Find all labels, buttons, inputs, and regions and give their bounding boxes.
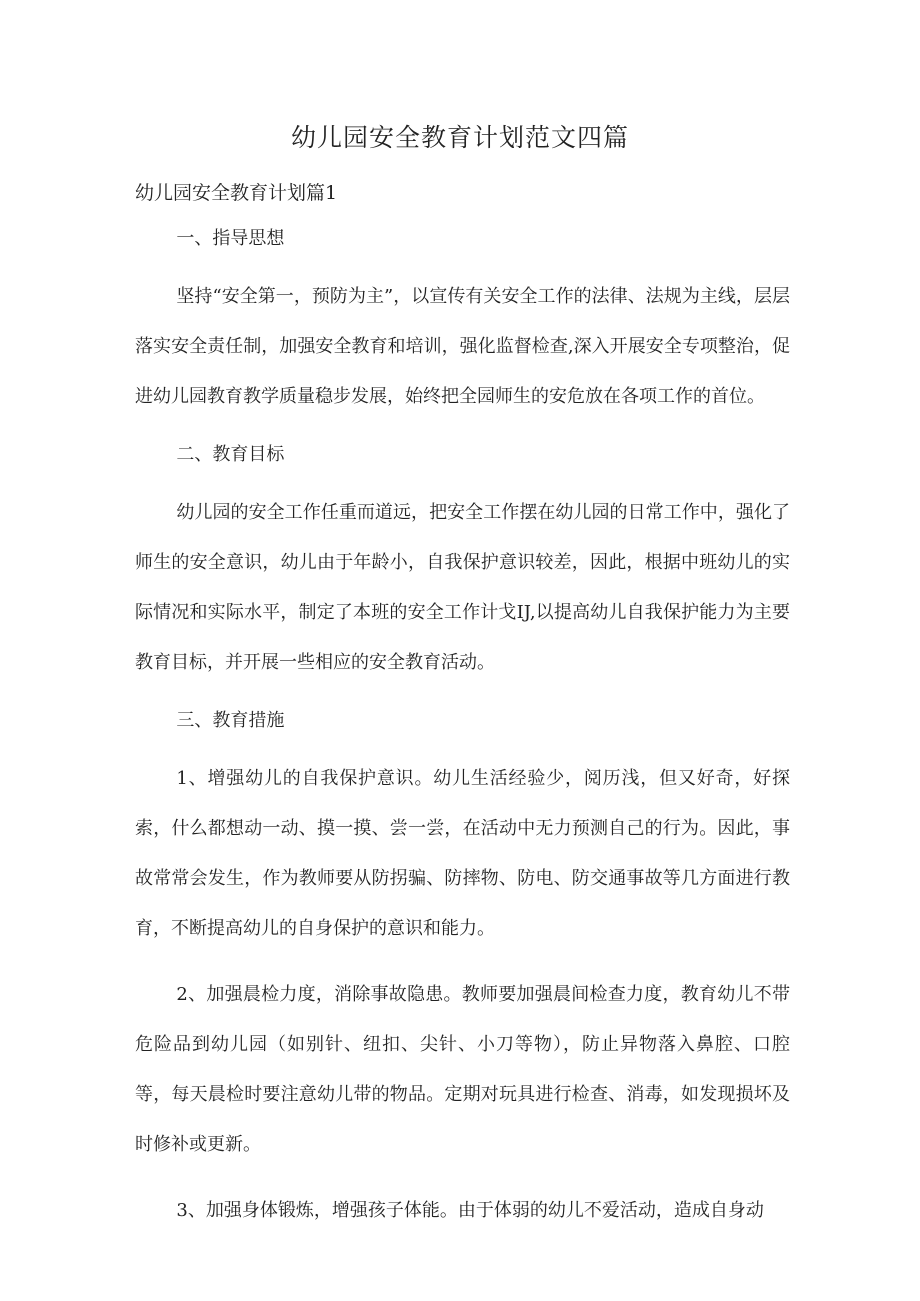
section-heading-guiding-ideology: 一、指导思想 (176, 228, 285, 249)
paragraph-education-goals: 幼儿园的安全工作任重而道远，把安全工作摆在幼儿园的日常工作中，强化了师生的安全意识，幼儿由于年龄小，自我保护意识较差，因此，根据中班幼儿的实际情况和实际水平，制定了本班的安全工作计戈IJ,以提高幼儿自我保护能力为主要教育目标，并开展一些相应的安全教育活动。 (135, 502, 790, 673)
paragraph-guiding-ideology: 坚持“安全第一，预防为主”，以宣传有关安全工作的法律、法规为主线，层层落实安全责任制，加强安全教育和培训，强化监督检查,深入开展安全专项整治，促进幼儿园教育教学质量稳步发展，始终把全园师生的安危放在各项工作的首位。 (135, 286, 790, 407)
document-subtitle: 幼儿园安全教育计划篇1 (135, 182, 338, 204)
paragraph-measure-3: 3、加强身体锻炼，增强孩子体能。由于体弱的幼儿不爱活动，造成自身动 (176, 1200, 764, 1221)
section-heading-education-goals: 二、教育目标 (176, 444, 285, 465)
document-title: 幼儿园安全教育计划范文四篇 (290, 123, 629, 152)
paragraph-measure-1: 1、增强幼儿的自我保护意识。幼儿生活经验少，阅历浅，但又好奇，好探索，什么都想动一动、摸一摸、尝一尝，在活动中无力预测自己的行为。因此，事故常常会发生，作为教师要从防拐骗、防摔物、防电、防交通事故等几方面进行教育，不断提高幼儿的自身保护的意识和能力。 (135, 768, 790, 939)
section-heading-education-measures: 三、教育措施 (176, 710, 285, 731)
document-body (135, 222, 790, 1252)
paragraph-measure-2: 2、加强晨检力度，消除事故隐患。教师要加强晨间检查力度，教育幼儿不带危险品到幼儿园（如别针、纽扣、尖针、小刀等物），防止异物落入鼻腔、口腔等，每天晨检时要注意幼儿带的物品。定期对玩具进行检查、消毒，如发现损坏及时修补或更新。 (135, 984, 790, 1155)
